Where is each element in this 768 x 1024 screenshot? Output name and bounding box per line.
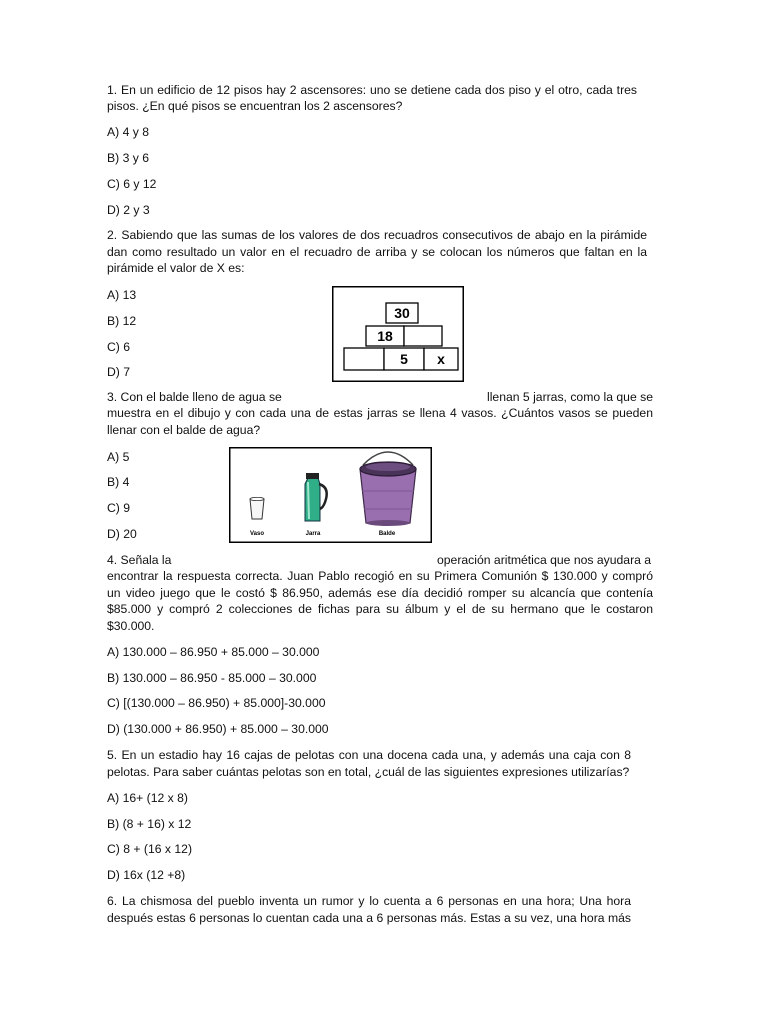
q1-line-2: pisos. ¿En qué pisos se encuentran los 2 ascensores?: [107, 99, 403, 113]
q5-option-a: A) 16+ (12 x 8): [107, 791, 188, 805]
glass-icon: [250, 497, 264, 519]
q3-line-3: llenar con el balde de agua?: [107, 423, 261, 437]
q1-option-d: D) 2 y 3: [107, 203, 150, 217]
q3-option-a: A) 5: [107, 450, 130, 464]
q4-option-d: D) (130.000 + 86.950) + 85.000 – 30.000: [107, 722, 329, 736]
q6-line-2: después estas 6 personas lo cuentan cada una a 6 personas más. Estas a su vez, una hora más: [107, 911, 631, 925]
pyramid-bottom-right-value: x: [437, 351, 445, 367]
q5-option-b: B) (8 + 16) x 12: [107, 817, 192, 831]
q3-line-1-right: llenan 5 jarras, como la que se: [487, 390, 653, 404]
q4-line-1-right: operación aritmética que nos ayudara a: [437, 553, 652, 567]
q2-line-3: pirámide el valor de X es:: [107, 261, 245, 275]
jar-label: Jarra: [305, 531, 321, 537]
q2-line-1: 2. Sabiendo que las sumas de los valores de dos recuadros consecutivos de abajo en la pirámide: [107, 228, 647, 242]
q1-line-1: 1. En un edificio de 12 pisos hay 2 ascensores: uno se detiene cada dos piso y el otro, cada tres: [107, 83, 637, 97]
q1-option-a: A) 4 y 8: [107, 125, 149, 139]
q5-line-2: pelotas. Para saber cuántas pelotas son en total, ¿cuál de las siguientes expresiones utilizarías?: [107, 765, 630, 779]
pyramid-middle-value: 18: [377, 328, 393, 344]
bucket-jar-glass-figure: [229, 447, 432, 543]
q1-option-b: B) 3 y 6: [107, 151, 149, 165]
q2-option-b: B) 12: [107, 314, 137, 328]
q3-option-b: B) 4: [107, 475, 130, 489]
q1-option-c: C) 6 y 12: [107, 177, 157, 191]
q5-option-c: C) 8 + (16 x 12): [107, 842, 193, 856]
q6-line-1: 6. La chismosa del pueblo inventa un rumor y lo cuenta a 6 personas en una hora; Una hora: [107, 894, 631, 908]
q2-line-2: dan como resultado un valor en el recuadro de arriba y se colocan los números que faltan en la: [107, 245, 647, 259]
q4-option-a: A) 130.000 – 86.950 + 85.000 – 30.000: [107, 645, 320, 659]
q3-line-1-left: 3. Con el balde lleno de agua se: [107, 390, 282, 404]
q2-option-d: D) 7: [107, 365, 131, 379]
glass-label: Vaso: [249, 531, 265, 537]
q5-option-d: D) 16x (12 +8): [107, 868, 186, 882]
q2-option-a: A) 13: [107, 288, 137, 302]
q3-option-d: D) 20: [107, 527, 137, 541]
q4-line-1-left: 4. Señala la: [107, 553, 172, 567]
q4-line-3: un video juego que le costó $ 86.950, además ese día decidió romper su alcancía que contenía: [107, 586, 653, 600]
pyramid-cell-bottom-1: [344, 348, 384, 370]
q3-line-2: muestra en el dibujo y con cada una de estas jarras se llena 4 vasos. ¿Cuántos vasos se pueden: [107, 406, 653, 420]
q3-option-c: C) 9: [107, 501, 131, 515]
q2-option-c: C) 6: [107, 340, 131, 354]
bucket-label: Balde: [378, 531, 396, 537]
q5-line-1: 5. En un estadio hay 16 cajas de pelotas con una docena cada una, y además una caja con 8: [107, 748, 631, 762]
number-pyramid-figure: [332, 286, 464, 382]
q4-option-c: C) [(130.000 – 86.950) + 85.000]-30.000: [107, 696, 326, 710]
q4-line-4: $85.000 y compró 2 colecciones de fichas para su álbum y el de su hermano que le costaron: [107, 602, 653, 616]
q4-line-5: $30.000.: [107, 619, 155, 633]
pyramid-top-value: 30: [394, 305, 410, 321]
pyramid-cell-middle-right: [404, 326, 442, 346]
pyramid-bottom-mid-value: 5: [400, 351, 408, 367]
q4-option-b: B) 130.000 – 86.950 - 85.000 – 30.000: [107, 671, 317, 685]
q4-line-2: encontrar la respuesta correcta. Juan Pablo recogió en su Primera Comunión $ 130.000 y compró: [107, 569, 653, 583]
